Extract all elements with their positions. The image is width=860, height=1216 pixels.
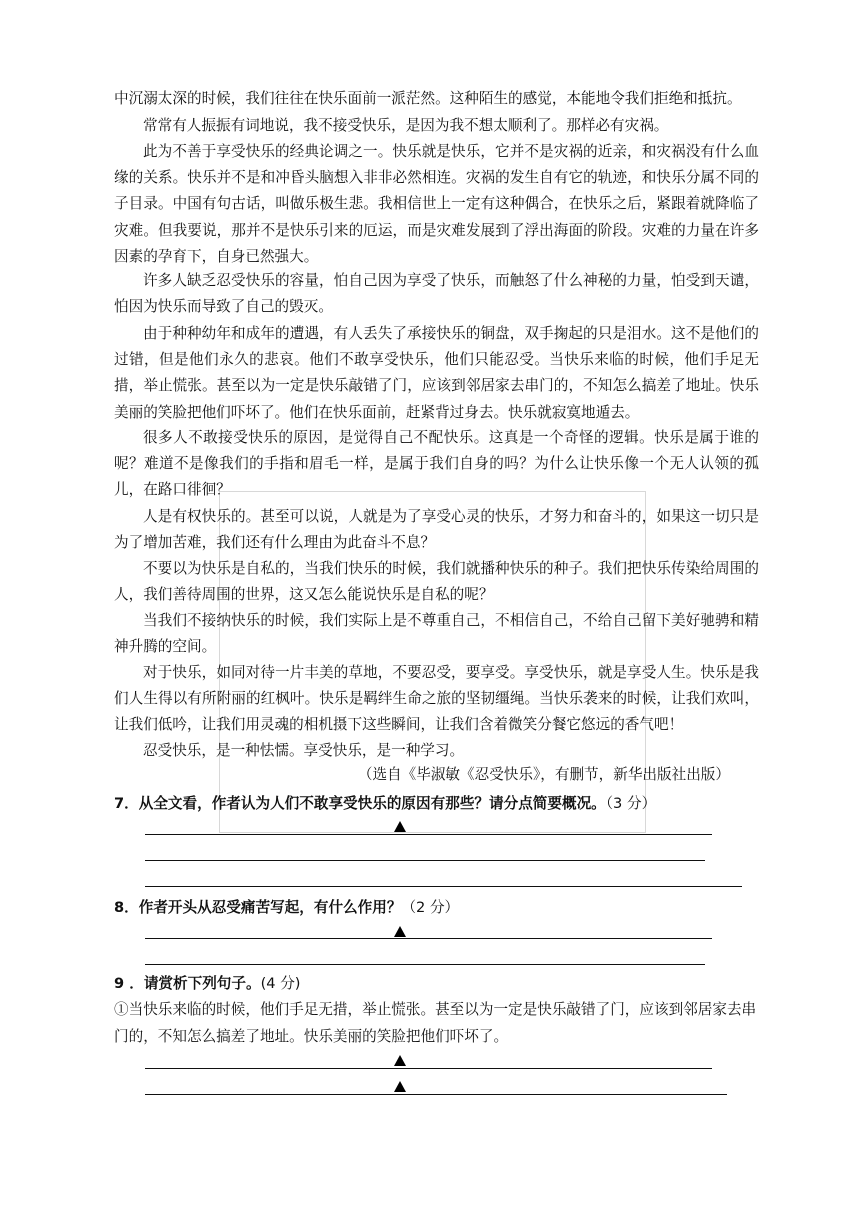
answer-line-q7-2[interactable] xyxy=(145,860,705,861)
question-7-text: 7．从全文看，作者认为人们不敢享受快乐的原因有那些？请分点简要概况。 xyxy=(114,795,606,812)
answer-marker-icon xyxy=(394,821,406,832)
passage-paragraph-2: 常常有人振振有词地说，我不接受快乐，是因为我不想太顺利了。那样必有灾祸。 xyxy=(143,117,669,134)
answer-line-q8-2[interactable] xyxy=(145,964,705,965)
passage-paragraph-10: 对于快乐，如同对待一片丰美的草地，不要忍受，要享受。享受快乐，就是享受人生。快乐是我们人生得以有所附丽的红枫叶。快乐是羁绊生命之旅的坚韧缰绳。当快乐袭来的时候，让我们欢叫，让我们低吟，让我们用灵魂的相机摄下这些瞬间，让我们含着微笑分餐它悠远的香气吧！ xyxy=(114,664,759,734)
answer-marker-icon xyxy=(394,926,406,937)
passage-paragraph-5: 由于种种幼年和成年的遭遇，有人丢失了承接快乐的铜盘，双手掬起的只是泪水。这不是他们的过错，但是他们永久的悲哀。他们不敢享受快乐，他们只能忍受。当快乐来临的时候，他们手足无措，举止慌张。甚至以为一定是快乐敲错了门，应该到邻居家去串门的，不知怎么搞差了地址。快乐美丽的笑脸把他们吓坏了。他们在快乐面前，赶紧背过身去。快乐就寂寞地遁去。 xyxy=(114,325,759,421)
answer-line-q8-1[interactable] xyxy=(145,938,712,939)
passage-paragraph-3: 此为不善于享受快乐的经典论调之一。快乐就是快乐，它并不是灾祸的近亲，和灾祸没有什么血缘的关系。快乐并不是和冲昏头脑想入非非必然相连。灾祸的发生自有它的轨迹，和快乐分属不同的子目录。中国有句古话，叫做乐极生悲。我相信世上一定有这种偶合，在快乐之后，紧跟着就降临了灾难。但我要说，那并不是快乐引来的厄运，而是灾难发展到了浮出海面的阶段。灾难的力量在许多因素的孕育下，自身已然强大。 xyxy=(114,143,759,265)
passage-paragraph-6: 很多人不敢接受快乐的原因，是觉得自己不配快乐。这真是一个奇怪的逻辑。快乐是属于谁的呢？难道不是像我们的手指和眉毛一样，是属于我们自身的吗？为什么让快乐像一个无人认领的孤儿，在路口徘徊？ xyxy=(114,429,759,499)
passage-paragraph-11: 忍受快乐，是一种怯懦。享受快乐，是一种学习。 xyxy=(143,742,465,759)
question-9 xyxy=(114,972,764,996)
answer-line-q7-1[interactable] xyxy=(145,834,712,835)
question-9-text: 9 ．请赏析下列句子。 xyxy=(114,975,261,992)
passage-source: （选自《毕淑敏《忍受快乐》，有删节，新华出版社出版） xyxy=(357,766,730,783)
answer-line-q7-3[interactable] xyxy=(145,886,742,887)
question-9-item-1: ①当快乐来临的时候，他们手足无措，举止慌张。甚至以为一定是快乐敲错了门，应该到邻居家去串门的，不知怎么搞差了地址。快乐美丽的笑脸把他们吓坏了。 xyxy=(114,1001,757,1045)
passage-paragraph-7: 人是有权快乐的。甚至可以说，人就是为了享受心灵的快乐，才努力和奋斗的，如果这一切只是为了增加苦难，我们还有什么理由为此奋斗不息？ xyxy=(114,508,759,552)
passage-paragraph-8: 不要以为快乐是自私的，当我们快乐的时候，我们就播种快乐的种子。我们把快乐传染给周围的人，我们善待周围的世界，这又怎么能说快乐是自私的呢？ xyxy=(114,560,759,604)
passage-paragraph-9: 当我们不接纳快乐的时候，我们实际上是不尊重自己，不相信自己，不给自己留下美好驰骋和精神升腾的空间。 xyxy=(114,612,759,656)
answer-marker-icon xyxy=(394,1055,406,1066)
answer-marker-icon xyxy=(394,1081,406,1092)
question-8-score: （2 分） xyxy=(401,899,460,916)
question-9-score: (4 分) xyxy=(260,975,301,992)
passage-paragraph-4: 许多人缺乏忍受快乐的容量，怕自己因为享受了快乐，而触怒了什么神秘的力量，怕受到天谴，怕因为快乐而导致了自己的毁灭。 xyxy=(114,272,759,316)
question-8-text: 8．作者开头从忍受痛苦写起，有什么作用？ xyxy=(114,899,402,916)
question-7 xyxy=(114,792,764,816)
answer-line-q9-1[interactable] xyxy=(145,1068,712,1069)
question-8 xyxy=(114,896,764,920)
answer-line-q9-2[interactable] xyxy=(145,1094,727,1095)
question-7-score: （3 分） xyxy=(605,795,657,812)
passage-paragraph-1: 中沉溺太深的时候，我们往往在快乐面前一派茫然。这种陌生的感觉，本能地令我们拒绝和抵抗。 xyxy=(114,90,742,107)
